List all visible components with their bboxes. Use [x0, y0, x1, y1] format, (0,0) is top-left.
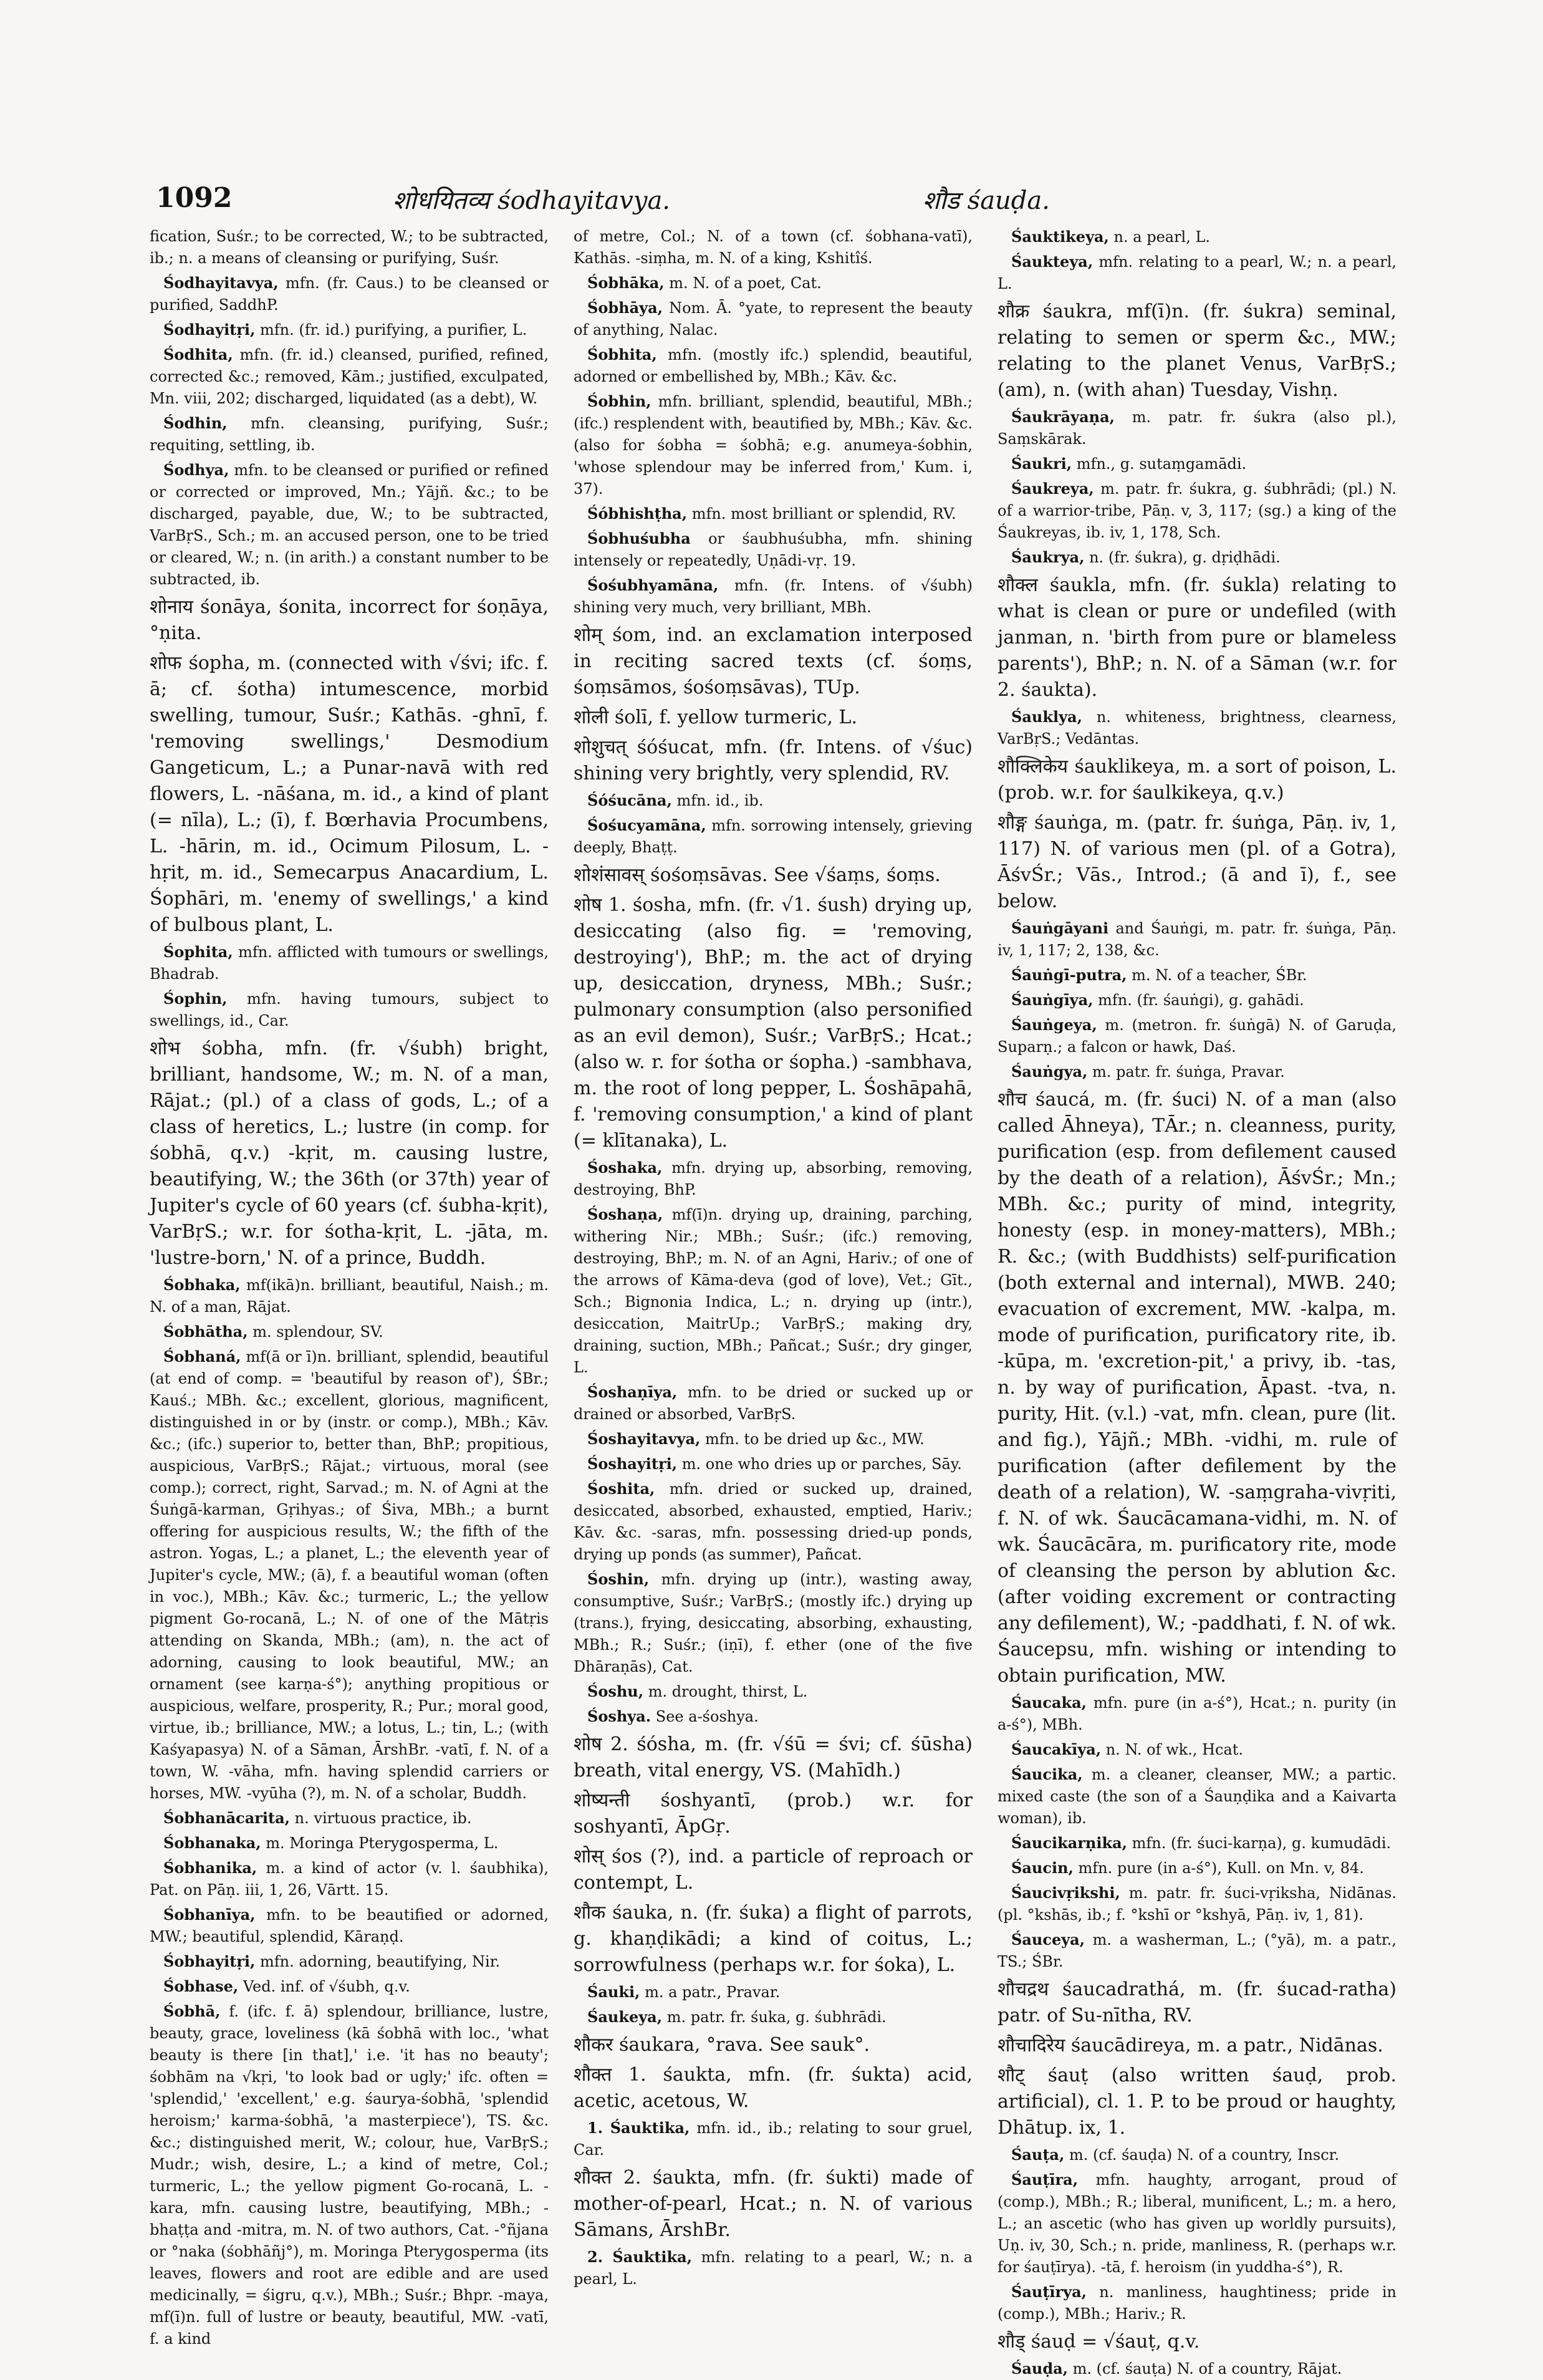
- entry-headword: Śaukri,: [1011, 455, 1072, 473]
- dictionary-entry: [574, 1705, 973, 1728]
- entry-text: mfn. drying up (intr.), wasting away, consumptive, Suśr.; VarBṛS.; (mostly ifc.) drying up (trans.), frying, desiccating, absorbing, exhausting, MBh.; R.; Suśr.; (iṇī), f. ether (one of the five Dhāraṇās), Cat.: [574, 1571, 973, 1675]
- entry-text: शौक्त 2. śaukta, mfn. (fr. śukti) made of mother-of-pearl, Hcat.; n. N. of various Sāmans, ĀrshBr.: [574, 2167, 973, 2241]
- dictionary-entry: [997, 1832, 1396, 1854]
- entry-text: m. a patr., Pravar.: [640, 1983, 781, 2001]
- entry-headword: Śoshaṇa,: [587, 1205, 663, 1223]
- main-entry: [574, 1844, 973, 1896]
- entry-text: mfn. to be dried up &c., MW.: [700, 1430, 925, 1448]
- entry-headword: Śaukteya,: [1011, 253, 1094, 271]
- main-entry: [574, 705, 973, 731]
- entry-text: m. a washerman, L.; (°yā), m. a patr., TS.; ŚBr.: [997, 1931, 1396, 1970]
- entry-headword: Śoshaṇīya,: [587, 1383, 678, 1401]
- entry-text: mfn. (fr. śauṅgi), g. gahādi.: [1093, 991, 1304, 1009]
- entry-text: mfn. dried or sucked up, drained, desiccated, absorbed, exhausted, emptied, Hariv.; Kāv. &c. -saras, mfn. possessing dried-up ponds, drying up ponds (as summer), Pañcat.: [574, 1480, 973, 1563]
- dictionary-entry: [150, 1346, 549, 1804]
- entry-headword: Śauki,: [587, 1983, 640, 2001]
- main-entry: [150, 1036, 549, 1271]
- entry-text: m. patr. fr. śuka, g. śubhrādi.: [662, 2008, 887, 2026]
- dictionary-entry: [574, 344, 973, 388]
- dictionary-entry: [997, 917, 1396, 961]
- main-entry: [574, 622, 973, 701]
- page-number: 1092: [156, 182, 233, 214]
- entry-headword: Śauṭīrya,: [1011, 2283, 1087, 2301]
- main-entry: [997, 810, 1396, 915]
- main-entry: [574, 2165, 973, 2243]
- entry-headword: Śodhin,: [163, 414, 228, 432]
- entry-text: and Śauṅgi, m. patr. fr. śuṅga, Pāṇ. iv, 1, 117; 2, 138, &c.: [997, 920, 1396, 959]
- entry-headword: 2. Śauktika,: [587, 2248, 693, 2266]
- dictionary-entry: [150, 1857, 549, 1901]
- entry-text: mf(ikā)n. brilliant, beautiful, Naish.; m. N. of a man, Rājat.: [150, 1276, 549, 1316]
- entry-text: m. patr. fr. śuci-vṛiksha, Nidānas. (pl. °kshās, ib.; f. °kshī or °kshyā, Pāṇ. iv, 1, 81).: [997, 1884, 1396, 1924]
- dictionary-entry: [574, 503, 973, 525]
- entry-text: mfn. pure (in a-ś°), Kull. on Mn. v, 84.: [1073, 1859, 1364, 1877]
- entry-text: Ved. inf. of √śubh, q.v.: [238, 1978, 410, 1995]
- entry-text: n. (fr. śukra), g. dṛiḍhādi.: [1084, 549, 1281, 566]
- dictionary-entry: [574, 390, 973, 500]
- main-entry: [997, 1977, 1396, 2029]
- main-entry: [574, 862, 973, 889]
- main-entry: [997, 754, 1396, 806]
- entry-text: mfn. to be beautified or adorned, MW.; beautiful, splendid, Kāraṇḍ.: [150, 1906, 549, 1945]
- main-entry: [997, 2329, 1396, 2355]
- dictionary-entry: [574, 226, 973, 269]
- entry-headword: Śoshu,: [587, 1682, 644, 1700]
- entry-text: शोष 2. śósha, m. (fr. √śū = śvi; cf. śūsha) breath, vital energy, VS. (Mahīdh.): [574, 1733, 973, 1781]
- dictionary-entry: [150, 226, 549, 269]
- dictionary-entry: [574, 528, 973, 572]
- entry-text: शौड् śauḍ = √śauṭ, q.v.: [997, 2331, 1200, 2353]
- entry-text: शौक śauka, n. (fr. śuka) a flight of parrots, g. khaṇḍikādi; a kind of coitus, L.; sorrowfulness (perhaps w.r. for śoka), L.: [574, 1902, 973, 1976]
- main-entry: [574, 735, 973, 787]
- entry-text: m. N. of a poet, Cat.: [664, 274, 822, 292]
- entry-headword: 1. Śauktika,: [587, 2119, 690, 2137]
- dictionary-entry: [150, 988, 549, 1032]
- dictionary-entry: [150, 459, 549, 590]
- entry-text: mfn. (fr. Caus.) to be cleansed or purified, SaddhP.: [150, 274, 549, 314]
- entry-text: n. whiteness, brightness, clearness, VarBṛS.; Vedāntas.: [997, 708, 1396, 748]
- dictionary-entry: [150, 1321, 549, 1343]
- dictionary-entry: [997, 1857, 1396, 1879]
- entry-text: mfn. relating to a pearl, W.; n. a pearl, L.: [574, 2248, 973, 2288]
- dictionary-entry: [997, 546, 1396, 569]
- main-entry: [574, 2032, 973, 2058]
- entry-headword: Śauḍa,: [1011, 2359, 1069, 2378]
- entry-text: mfn. afflicted with tumours or swellings, Bhadrab.: [150, 943, 549, 983]
- entry-text: mfn. id., ib.: [671, 792, 764, 809]
- main-entry: [574, 892, 973, 1154]
- entry-headword: Śaucivṛikshi,: [1011, 1884, 1120, 1902]
- dictionary-entry: [997, 453, 1396, 475]
- entry-headword: Śaukeya,: [587, 2008, 663, 2026]
- dictionary-entry: [574, 789, 973, 812]
- main-entry: [997, 299, 1396, 403]
- running-head-right: शौड śauḍa.: [923, 186, 1050, 215]
- entry-headword: Śaukreya,: [1011, 479, 1094, 498]
- entry-text: mfn. (fr. id.) purifying, a purifier, L.: [255, 321, 527, 339]
- entry-headword: Śobhase,: [163, 1977, 239, 1995]
- entry-text: m. splendour, SV.: [248, 1323, 383, 1341]
- entry-text: m. Moringa Pterygosperma, L.: [261, 1834, 499, 1852]
- entry-headword: Śobhā,: [163, 2002, 221, 2020]
- entry-text: n. a pearl, L.: [1108, 228, 1211, 246]
- entry-text: शौङ्ग śauṅga, m. (patr. fr. śuṅga, Pāṇ. iv, 1, 117) N. of various men (pl. of a Gotra), ĀśvŚr.; Vās., Introd.; (ā and ī), f., see below.: [997, 812, 1396, 912]
- dictionary-entry: [997, 989, 1396, 1011]
- entry-headword: Śaukrāyaṇa,: [1011, 408, 1115, 426]
- entry-headword: Śoshita,: [587, 1480, 655, 1498]
- entry-text: n. virtuous practice, ib.: [290, 1809, 472, 1827]
- dictionary-entry: [574, 272, 973, 294]
- dictionary-entry: [574, 2246, 973, 2290]
- entry-headword: Śodhita,: [163, 345, 233, 364]
- entry-headword: Śobhita,: [587, 345, 657, 364]
- dictionary-entry: [574, 1381, 973, 1425]
- main-entry: [574, 1900, 973, 1978]
- entry-headword: Śophin,: [163, 990, 228, 1008]
- entry-text: m. (cf. śauṭa) N. of a country, Rājat.: [1068, 2360, 1342, 2378]
- main-entry: [150, 650, 549, 938]
- dictionary-entry: [574, 1453, 973, 1475]
- entry-headword: Śauktikeya,: [1011, 228, 1109, 246]
- column-3: [997, 226, 1396, 2378]
- entry-text: शोष्यन्ती śoshyantī, (prob.) w.r. for soshyantī, ĀpGṛ.: [574, 1790, 973, 1838]
- main-entry: [997, 2033, 1396, 2059]
- entry-text: m. (metron. fr. śuṅgā) N. of Garuḍa, Suparṇ.; a falcon or hawk, Daś.: [997, 1016, 1396, 1056]
- dictionary-entry: [574, 1680, 973, 1703]
- entry-text: m. patr. fr. śukra (also pl.), Saṃskārak.: [997, 408, 1396, 448]
- entry-text: m. N. of a teacher, ŚBr.: [1127, 966, 1307, 984]
- dictionary-entry: [997, 2144, 1396, 2166]
- entry-text: f. (ifc. f. ā) splendour, brilliance, lustre, beauty, grace, loveliness (kā śobhā with loc., 'what beauty is there [in that],' i.e. 'it has no beauty'; śobhām na √kṛi, 'to look bad or ugly;' ifc. often = 'splendid,' 'excellent,' e.g. śaurya-śobhā, 'splendid heroism;' karma-śobhā, 'a masterpiece'), TS. &c. &c.; distinguished merit, W.; colour, hue, VarBṛS.; Mudr.; wish, desire, L.; a kind of metre, Col.; turmeric, L.; the yellow pigment Go-rocanā, L. -kara, mfn. causing lustre, beautifying, MBh.; -bhaṭṭa and -mitra, m. N. of two authors, Cat. -°ñjana or °naka (śobhāñj°), m. Moringa Pterygosperma (its leaves, flowers and root are edible and are used medicinally, = śigru, q.v.), MBh.; Suśr.; Bhpr. -maya, mf(ī)n. full of lustre or beauty, beautiful, MW. -vatī, f. a kind: [150, 2003, 549, 2348]
- entry-headword: Śauklya,: [1011, 708, 1082, 726]
- entry-text: mfn. having tumours, subject to swellings, id., Car.: [150, 990, 549, 1029]
- entry-text: शौचादिरेय śaucādireya, m. a patr., Nidānas.: [997, 2035, 1383, 2056]
- entry-headword: Śauṅgeya,: [1011, 1016, 1097, 1034]
- dictionary-entry: [997, 1014, 1396, 1058]
- dictionary-entry: [997, 1061, 1396, 1083]
- entry-headword: Śaucikarṇika,: [1011, 1834, 1127, 1852]
- entry-text: of metre, Col.; N. of a town (cf. śobhana-vatī), Kathās. -siṃha, m. N. of a king, Kshitîś.: [574, 228, 973, 267]
- entry-headword: Śauṅgī-putra,: [1011, 966, 1127, 984]
- entry-headword: Śobhātha,: [163, 1322, 248, 1341]
- column-2: [574, 226, 973, 2288]
- entry-headword: Śobhaka,: [163, 1276, 241, 1294]
- entry-text: m. (cf. śauḍa) N. of a country, Inscr.: [1064, 2146, 1340, 2164]
- text-columns: [150, 226, 1403, 2378]
- entry-text: m. a cleaner, cleanser, MW.; a partic. mixed caste (the son of a Śauṇḍika and a Kaivarta woman), ib.: [997, 1766, 1396, 1827]
- entry-text: fication, Suśr.; to be corrected, W.; to be subtracted, ib.; n. a means of cleansing or purifying, Suśr.: [150, 228, 549, 267]
- entry-headword: Śośucyamāna,: [587, 816, 706, 834]
- entry-headword: Śobhanācarita,: [163, 1809, 291, 1827]
- entry-text: शोनाय śonāya, śonita, incorrect for śoṇāya, °ṇita.: [150, 596, 549, 644]
- entry-text: mfn. to be cleansed or purified or refined or corrected or improved, Mn.; Yājñ. &c.; to be discharged, payable, due, W.; to be subtracted, VarBṛS., Sch.; m. an accused person, one to be tried or cleared, W.; n. (in arith.) a constant number to be subtracted, ib.: [150, 461, 549, 588]
- entry-text: mfn. sorrowing intensely, grieving deeply, Bhaṭṭ.: [574, 817, 973, 856]
- entry-text: शौकर śaukara, °rava. See sauk°.: [574, 2034, 870, 2056]
- dictionary-entry: [150, 412, 549, 456]
- entry-headword: Śodhayitavya,: [163, 274, 279, 292]
- dictionary-entry: [997, 226, 1396, 248]
- entry-headword: Śoshin,: [587, 1570, 650, 1588]
- entry-text: See a-śoshya.: [651, 1708, 759, 1725]
- entry-text: शौक्ल śaukla, mfn. (fr. śukla) relating to what is clean or pure or undefiled (with janman, n. 'birth from pure or blameless parents'), BhP.; n. N. of a Sāman (w.r. for 2. śaukta).: [997, 574, 1396, 701]
- entry-headword: Śóśucāna,: [587, 791, 672, 809]
- entry-text: m. patr. fr. śuṅga, Pravar.: [1087, 1063, 1285, 1081]
- entry-headword: Śobhanaka,: [163, 1834, 261, 1852]
- entry-text: mfn. id., ib.; relating to sour gruel, Car.: [574, 2119, 973, 2159]
- main-entry: [574, 1788, 973, 1840]
- dictionary-entry: [574, 2117, 973, 2161]
- entry-text: m. a kind of actor (v. l. śaubhika), Pat. on Pāṇ. iii, 1, 26, Vārtt. 15.: [150, 1859, 549, 1899]
- entry-text: m. drought, thirst, L.: [643, 1683, 808, 1700]
- entry-text: or śaubhuśubha, mfn. shining intensely or repeatedly, Uṇādi-vṛ. 19.: [574, 530, 973, 569]
- entry-text: शोशंसावस् śośoṃsāvas. See √śaṃs, śoṃs.: [574, 864, 941, 886]
- dictionary-entry: [150, 2000, 549, 2350]
- entry-headword: Śaucika,: [1011, 1765, 1083, 1783]
- entry-headword: Śobhin,: [587, 392, 651, 410]
- dictionary-entry: [997, 2358, 1396, 2380]
- dictionary-entry: [997, 251, 1396, 295]
- entry-text: mfn. most brilliant or splendid, RV.: [687, 505, 956, 523]
- column-1: [150, 226, 549, 2348]
- dictionary-entry: [997, 1738, 1396, 1761]
- dictionary-entry: [150, 1807, 549, 1829]
- dictionary-entry: [150, 1904, 549, 1948]
- entry-headword: Śobhāka,: [587, 274, 665, 292]
- entry-text: शौक्लिकेय śauklikeya, m. a sort of poison, L. (prob. w.r. for śaulkikeya, q.v.): [997, 756, 1396, 804]
- main-entry: [574, 1732, 973, 1784]
- entry-headword: Śaukrya,: [1011, 548, 1085, 566]
- entry-text: शोष 1. śosha, mfn. (fr. √1. śush) drying up, desiccating (also fig. = 'removing, destroying'), BhP.; m. the act of drying up, desiccation, dryness, MBh.; Suśr.; pulmonary consumption (also personified as an evil demon), Suśr.; VarBṛS.; Hcat.; (also w. r. for śotha or śopha.) -sambhava, m. the root of long pepper, L. Śoshāpahā, f. 'removing consumption,' a kind of plant (= klītanaka), L.: [574, 894, 973, 1152]
- dictionary-entry: [574, 814, 973, 859]
- entry-text: mfn. (fr. id.) cleansed, purified, refined, corrected &c.; removed, Kām.; justified, exculpated, Mn. viii, 202; discharged, liquidated (as a debt), W.: [150, 346, 549, 407]
- entry-text: शौक्त 1. śaukta, mfn. (fr. śukta) acid, acetic, acetous, W.: [574, 2064, 973, 2112]
- entry-text: mfn. to be dried or sucked up or drained or absorbed, VarBṛS.: [574, 1384, 973, 1423]
- dictionary-entry: [150, 1274, 549, 1318]
- main-entry: [997, 2063, 1396, 2141]
- dictionary-entry: [997, 1692, 1396, 1736]
- dictionary-entry: [574, 1568, 973, 1678]
- entry-headword: Śodhya,: [163, 461, 229, 479]
- entry-text: n. manliness, haughtiness; pride in (comp.), MBh.; Hariv.; R.: [997, 2283, 1396, 2323]
- entry-text: mfn. (fr. Intens. of √śubh) shining very much, very brilliant, MBh.: [574, 577, 973, 616]
- entry-text: mfn. haughty, arrogant, proud of (comp.), MBh.; R.; liberal, munificent, L.; m. a hero, L.; an ascetic (who has given up worldly pursuits), Uṇ. iv, 30, Sch.; n. pride, manliness, R. (perhaps w.r. for śauṭīrya). -tā, f. heroism (in yuddha-ś°), R.: [997, 2171, 1396, 2276]
- dictionary-entry: [997, 478, 1396, 544]
- entry-text: mfn. brilliant, splendid, beautiful, MBh.; (ifc.) resplendent with, beautified by, MBh.; Kāv. &c. (also for śobha = śobhā; e.g. anumeya-śobhin, 'whose splendour may be inferred from,' Kum. i, 37).: [574, 393, 973, 498]
- dictionary-entry: [150, 319, 549, 341]
- entry-headword: Śobhanika,: [163, 1859, 257, 1877]
- entry-headword: Śośubhyamāna,: [587, 576, 719, 594]
- entry-headword: Śauṅgāyani: [1011, 919, 1109, 937]
- entry-headword: Śobhāya,: [587, 299, 663, 317]
- entry-headword: Śoshaka,: [587, 1159, 663, 1177]
- entry-headword: Śauceya,: [1011, 1930, 1085, 1949]
- dictionary-entry: [150, 272, 549, 316]
- entry-text: mfn. (mostly ifc.) splendid, beautiful, adorned or embellished by, MBh.; Kāv. &c.: [574, 346, 973, 385]
- dictionary-entry: [150, 941, 549, 985]
- entry-text: m. patr. fr. śukra, g. śubhrādi; (pl.) N. of a warrior-tribe, Pāṇ. v, 3, 117; (sg.) a king of the Śaukreyas, ib. iv, 1, 178, Sch.: [997, 480, 1396, 541]
- entry-headword: Śobhayitṛi,: [163, 1952, 256, 1970]
- entry-text: mfn. relating to a pearl, W.; n. a pearl, L.: [997, 253, 1396, 292]
- entry-headword: Śóbhishṭha,: [587, 504, 688, 523]
- entry-text: n. N. of wk., Hcat.: [1101, 1741, 1244, 1758]
- entry-text: mfn. pure (in a-ś°), Hcat.; n. purity (in a-ś°), MBh.: [997, 1694, 1396, 1733]
- dictionary-entry: [997, 406, 1396, 450]
- entry-text: शौट् śauṭ (also written śauḍ, prob. artificial), cl. 1. P. to be proud or haughty, Dhātup. ix, 1.: [997, 2064, 1396, 2139]
- dictionary-entry: [574, 297, 973, 341]
- dictionary-entry: [997, 964, 1396, 986]
- entry-text: mfn., g. sutaṃgamādi.: [1072, 455, 1247, 473]
- entry-headword: Śauṭa,: [1011, 2146, 1065, 2164]
- entry-text: शोस् śos (?), ind. a particle of reproach or contempt, L.: [574, 1846, 973, 1894]
- entry-headword: Śoshayitavya,: [587, 1430, 701, 1448]
- entry-text: शोम् śom, ind. an exclamation interposed in reciting sacred texts (cf. śoṃs, śoṃsāmos, śośoṃsāvas), TUp.: [574, 624, 973, 698]
- dictionary-entry: [997, 706, 1396, 750]
- entry-headword: Śaucin,: [1011, 1859, 1074, 1877]
- entry-headword: Śoshya.: [587, 1707, 651, 1725]
- entry-headword: Śobhuśubha: [587, 529, 691, 547]
- dictionary-entry: [997, 1763, 1396, 1829]
- entry-text: mfn. (fr. śuci-karṇa), g. kumudādi.: [1127, 1834, 1392, 1852]
- entry-headword: Śaucakīya,: [1011, 1740, 1102, 1758]
- entry-headword: Śoshayitṛi,: [587, 1455, 678, 1473]
- main-entry: [997, 572, 1396, 703]
- entry-text: शोफ śopha, m. (connected with √śvi; ifc. f. ā; cf. śotha) intumescence, morbid swelling, tumour, Suśr.; Kathās. -ghnī, f. 'removing swellings,' Desmodium Gangeticum, L.; a Punar-navā with red flowers, L. -nāśana, m. id., a kind of plant (= nīla), L.; (ī), f. Bœrhavia Procumbens, L. -hārin, m. id., Ocimum Pilosum, L. -hṛit, m. id., Semecarpus Anacardium, L. Śophāri, m. 'enemy of swellings,' a kind of bulbous plant, L.: [150, 652, 549, 936]
- entry-text: mfn. cleansing, purifying, Suśr.; requiting, settling, ib.: [150, 415, 549, 454]
- entry-text: शोली śolī, f. yellow turmeric, L.: [574, 706, 857, 728]
- dictionary-entry: [150, 1832, 549, 1854]
- entry-text: m. one who dries up or parches, Sāy.: [677, 1455, 962, 1473]
- entry-text: Nom. Ā. °yate, to represent the beauty of anything, Nalac.: [574, 299, 973, 339]
- entry-text: शौचद्रथ śaucadrathá, m. (fr. śucad-ratha) patr. of Su-nītha, RV.: [997, 1978, 1396, 2026]
- dictionary-entry: [150, 1950, 549, 1973]
- entry-headword: Śauṅgīya,: [1011, 991, 1094, 1009]
- dictionary-entry: [997, 1882, 1396, 1926]
- dictionary-entry: [574, 1203, 973, 1379]
- entry-headword: Śobhaná,: [163, 1347, 241, 1366]
- entry-text: mf(ā or ī)n. brilliant, splendid, beautiful (at end of comp. = 'beautiful by reason of'), ŚBr.; Kauś.; MBh. &c.; excellent, glorious, magnificent, distinguished in or by (instr. or comp.), MBh.; Kāv. &c.; (ifc.) superior to, better than, BhP.; propitious, auspicious, VarBṛS.; Rājat.; virtuous, moral (see comp.); correct, right, Sarvad.; m. N. of Agni at the Śuṅgā-karman, Gṛihyas.; of Śiva, MBh.; a burnt offering for auspicious results, W.; the fifth of the astron. Yogas, L.; a planet, L.; the eleventh year of Jupiter's cycle, MW.; (ā), f. a beautiful woman (often in voc.), MBh.; Kāv. &c.; turmeric, L.; the yellow pigment Go-rocanā, L.; N. of one of the Mātṛis attending on Skanda, MBh.; (am), n. the act of adorning, causing to look beautiful, MW.; an ornament (see karṇa-ś°); anything propitious or auspicious, welfare, prosperity, R.; Pur.; moral good, virtue, ib.; brilliance, MW.; a lotus, L.; tin, L.; (with Kaśyapasya) N. of a Sāman, ĀrshBr. -vatī, f. N. of a town, W. -vāha, mfn. having splendid carriers or horses, MW. -vyūha (?), m. N. of a scholar, Buddh.: [150, 1348, 549, 1802]
- dictionary-entry: [574, 1428, 973, 1450]
- entry-headword: Śobhanīya,: [163, 1905, 256, 1924]
- entry-text: शोभ śobha, mfn. (fr. √śubh) bright, brilliant, handsome, W.; m. N. of a man, Rājat.; (pl.) of a class of gods, L.; of a class of heretics, L.; lustre (in comp. for śobhā, q.v.) -kṛit, m. causing lustre, beautifying, W.; the 36th (or 37th) year of Jupiter's cycle of 60 years (cf. śubha-kṛit), VarBṛS.; w.r. for śotha-kṛit, L. -jāta, m. 'lustre-born,' N. of a prince, Buddh.: [150, 1038, 549, 1269]
- dictionary-entry: [574, 574, 973, 619]
- entry-text: mfn. adorning, beautifying, Nir.: [255, 1953, 501, 1970]
- dictionary-entry: [150, 1975, 549, 1998]
- entry-text: mfn. drying up, absorbing, removing, destroying, BhP.: [574, 1159, 973, 1198]
- dictionary-entry: [150, 344, 549, 410]
- entry-headword: Śauṅgya,: [1011, 1062, 1088, 1081]
- entry-text: शोशुचत् śóśucat, mfn. (fr. Intens. of √śuc) shining very brightly, very splendid, RV.: [574, 736, 973, 784]
- entry-headword: Śophita,: [163, 943, 233, 961]
- entry-headword: Śodhayitṛi,: [163, 320, 256, 339]
- dictionary-entry: [997, 2169, 1396, 2278]
- running-head-left: शोधयितव्य śodhayitavya.: [393, 186, 671, 215]
- dictionary-entry: [574, 1157, 973, 1201]
- entry-headword: Śauṭīra,: [1011, 2170, 1079, 2189]
- entry-text: mf(ī)n. drying up, draining, parching, withering Nir.; MBh.; Suśr.; (ifc.) removing, destroying, BhP.; m. N. of an Agni, Hariv.; of one of the arrows of Kāma-deva (god of love), Vet.; Gīt., Sch.; Bignonia Indica, L.; n. drying up (intr.), desiccation, MaitrUp.; VarBṛS.; making dry, draining, suction, MBh.; Pañcat.; Suśr.; dry ginger, L.: [574, 1206, 973, 1376]
- main-entry: [574, 2062, 973, 2114]
- entry-headword: Śaucaka,: [1011, 1693, 1087, 1712]
- dictionary-entry: [574, 1981, 973, 2003]
- main-entry: [997, 1087, 1396, 1689]
- entry-text: शौक्र śaukra, mf(ī)n. (fr. śukra) seminal, relating to semen or sperm &c., MW.; relating to the planet Venus, VarBṛS.; (am), n. (with ahan) Tuesday, Vishṇ.: [997, 301, 1396, 401]
- main-entry: [150, 594, 549, 647]
- dictionary-entry: [574, 2006, 973, 2028]
- dictionary-entry: [574, 1478, 973, 1566]
- entry-text: शौच śaucá, m. (fr. śuci) N. of a man (also called Āhneya), TĀr.; n. cleanness, purity, purification (esp. from defilement caused by the death of a relation), ĀśvŚr.; Mn.; MBh. &c.; purity of mind, integrity, honesty (esp. in money-matters), MBh.; R. &c.; (with Buddhists) self-purification (both external and internal), MWB. 240; evacuation of excrement, MW. -kalpa, m. mode of purification, purificatory rite, ib. -kūpa, m. 'excretion-pit,' a privy, ib. -tas, n. by way of purification, Āpast. -tva, n. purity, Hit. (v.l.) -vat, mfn. clean, pure (lit. and fig.), Yājñ.; MBh. -vidhi, m. rule of purification (after defilement by the death of a relation), W. -saṃgraha-vivṛiti, f. N. of wk. Śaucācamana-vidhi, m. N. of wk. Śaucācāra, m. purificatory rite, mode of cleansing the person by ablution &c. (after voiding excrement or contracting any defilement), W.; -paddhati, f. N. of wk. Śaucepsu, mfn. wishing or intending to obtain purification, MW.: [997, 1089, 1396, 1687]
- dictionary-entry: [997, 2281, 1396, 2325]
- dictionary-entry: [997, 1929, 1396, 1973]
- running-head: [156, 182, 1403, 219]
